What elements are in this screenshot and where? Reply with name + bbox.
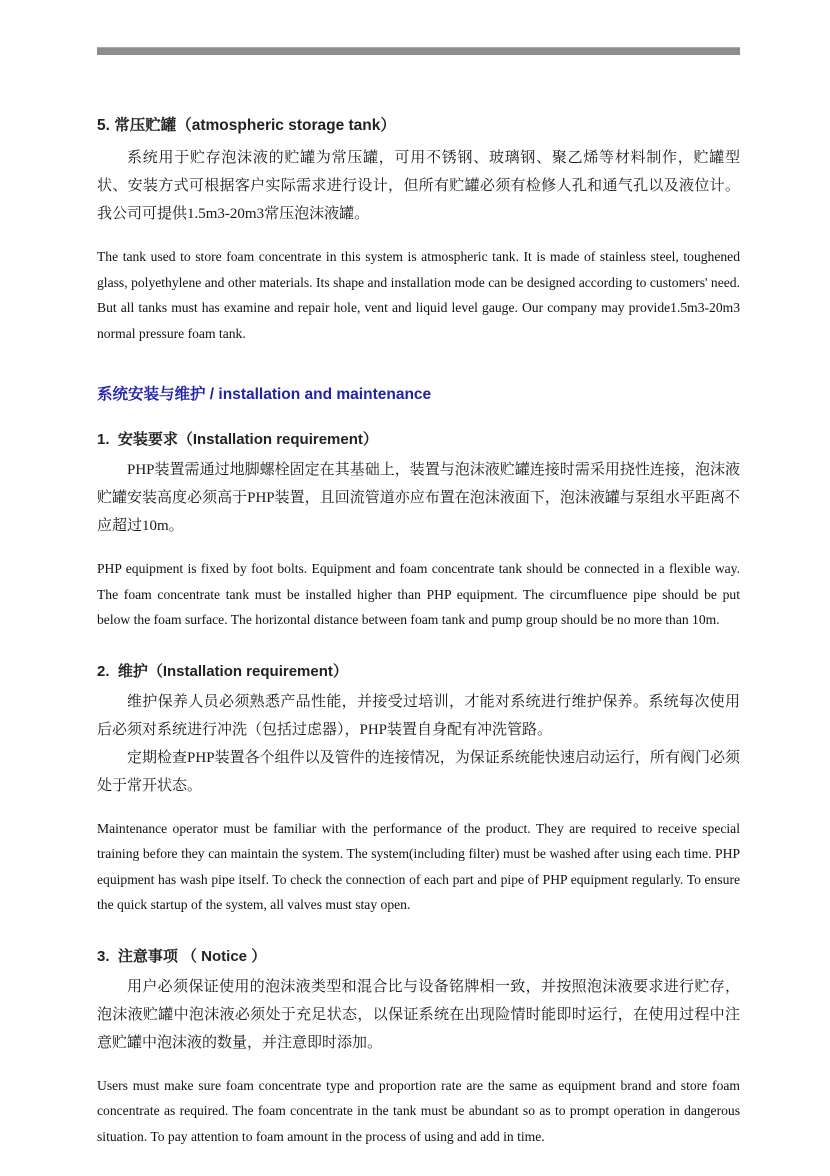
storage-tank-heading: 5. 常压贮罐（atmospheric storage tank） xyxy=(97,117,396,134)
notice-heading: 3. 注意事项 （ Notice ） xyxy=(97,947,267,965)
notice-paragraph-cn: 用户必须保证使用的泡沫液类型和混合比与设备铭牌相一致，并按照泡沫液要求进行贮存，泡沫液贮罐中泡沫液必须处于充足状态，以保证系统在出现险情时能即时运行，在使用过程中注意贮罐中泡沫液的数量，并注意即时添加。 xyxy=(97,978,740,1051)
installation-requirement-paragraph-cn: PHP装置需通过地脚螺栓固定在其基础上，装置与泡沫液贮罐连接时需采用挠性连接，泡沫液贮罐安装高度必须高于PHP装置，且回流管道亦应布置在泡沫液面下，泡沫液罐与泵组水平距离不应超过10m。 xyxy=(97,462,740,534)
top-divider-rule xyxy=(97,47,740,55)
content-column xyxy=(97,47,740,1176)
installation-requirement-paragraph-en: PHP equipment is fixed by foot bolts. Equipment and foam concentrate tank should be connected in a flexible way. The foam concentrate tank must be installed higher than PHP equipment. The circumfluence pipe should be put below the foam surface. The horizontal distance between foam tank and pump group should be no more than 10m. xyxy=(97,561,740,627)
maintenance-heading: 2. 维护（Installation requirement） xyxy=(97,662,348,680)
maintenance-paragraph-cn-2: 定期检查PHP装置各个组件以及管件的连接情况，为保证系统能快速启动运行，所有阀门必须处于常开状态。 xyxy=(97,749,740,794)
maintenance-paragraph-en: Maintenance operator must be familiar with the performance of the product. They are required to receive special training before they can maintain the system. The system(including filter) must be washed after using each time. PHP equipment has wash pipe itself. To check the connection of each part and pipe of PHP equipment regularly. To ensure the quick startup of the system, all valves must stay open. xyxy=(97,820,740,912)
maintenance-paragraph-cn-1: 维护保养人员必须熟悉产品性能，并接受过培训，才能对系统进行维护保养。系统每次使用后必须对系统进行冲洗（包括过虑器），PHP装置自身配有冲洗管路。 xyxy=(97,693,740,738)
installation-requirement-heading: 1. 安装要求（Installation requirement） xyxy=(97,431,378,448)
storage-tank-paragraph-cn: 系统用于贮存泡沫液的贮罐为常压罐，可用不锈钢、玻璃钢、聚乙烯等材料制作，贮罐型状、安装方式可根据客户实际需求进行设计，但所有贮罐必须有检修人孔和通气孔以及液位计。我公司可提供1.5m3-20m3常压泡沫液罐。 xyxy=(97,150,740,222)
notice-paragraph-en: Users must make sure foam concentrate type and proportion rate are the same as equipment brand and store foam concentrate as required. The foam concentrate in the tank must be abundant so as to prompt operation in dangerous situation. To pay attention to foam amount in the process of using and add in time. xyxy=(97,1077,740,1144)
storage-tank-paragraph-en: The tank used to store foam concentrate in this system is atmospheric tank. It is made of stainless steel, toughened glass, polyethylene and other materials. Its shape and installation mode can be designed according to customers' need. But all tanks must has examine and repair hole, vent and liquid level gauge. Our company may provide1.5m3-20m3 normal pressure foam tank. xyxy=(97,249,740,341)
installation-maintenance-heading: 系统安装与维护 / installation and maintenance xyxy=(97,386,432,403)
